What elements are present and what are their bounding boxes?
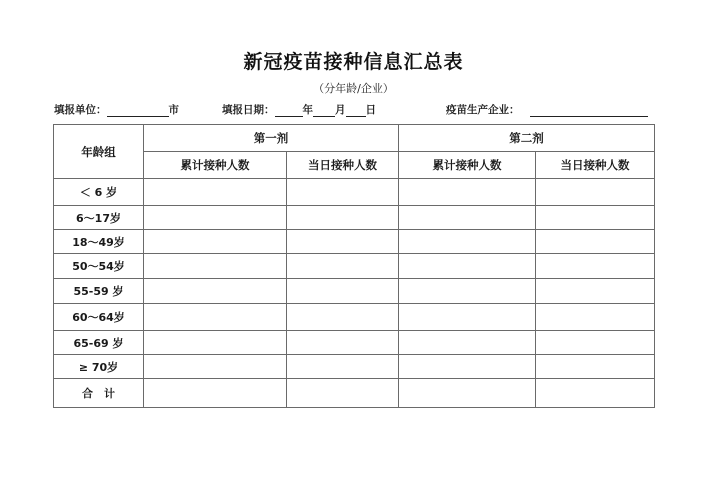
dose-1-daily-cell[interactable] — [287, 179, 399, 206]
dose-2-daily-total-cell[interactable] — [536, 379, 655, 408]
dose-1-daily-cell[interactable] — [287, 331, 399, 355]
month-suffix: 月 — [335, 104, 346, 116]
reporting-date-label: 填报日期： — [222, 104, 275, 116]
day-input[interactable] — [346, 104, 366, 117]
dose-2-cumulative-cell[interactable] — [399, 206, 536, 230]
age-group-cell: ＜ 6 岁 — [54, 179, 144, 206]
age-group-cell: 50～54岁 — [54, 254, 144, 279]
dose-2-daily-header: 当日接种人数 — [536, 152, 655, 179]
year-suffix: 年 — [302, 104, 313, 116]
dose-2-daily-cell[interactable] — [536, 179, 655, 206]
month-input[interactable] — [313, 104, 335, 117]
dose-2-cumulative-total-cell[interactable] — [399, 379, 536, 408]
year-input[interactable] — [275, 104, 303, 117]
dose-1-header: 第一剂 — [144, 125, 399, 152]
age-group-cell: 60～64岁 — [54, 304, 144, 331]
dose-1-daily-cell[interactable] — [287, 304, 399, 331]
reporting-unit-input[interactable] — [107, 104, 169, 117]
dose-1-cumulative-cell[interactable] — [144, 230, 287, 254]
dose-2-daily-cell[interactable] — [536, 206, 655, 230]
dose-2-daily-cell[interactable] — [536, 304, 655, 331]
day-suffix: 日 — [365, 104, 376, 116]
dose-2-daily-cell[interactable] — [536, 279, 655, 304]
table-row — [54, 179, 655, 206]
dose-1-cumulative-cell[interactable] — [144, 355, 287, 379]
manufacturer-label: 疫苗生产企业： — [446, 104, 520, 116]
table-row — [54, 304, 655, 331]
dose-1-daily-cell[interactable] — [287, 254, 399, 279]
manufacturer-input[interactable] — [530, 104, 648, 117]
dose-1-cumulative-cell[interactable] — [144, 331, 287, 355]
vaccination-summary-table — [53, 124, 655, 408]
dose-2-daily-cell[interactable] — [536, 331, 655, 355]
dose-1-cumulative-total-cell[interactable] — [144, 379, 287, 408]
age-group-cell: ≥ 70岁 — [54, 355, 144, 379]
dose-1-cumulative-cell[interactable] — [144, 206, 287, 230]
dose-1-cumulative-header: 累计接种人数 — [144, 152, 287, 179]
dose-2-cumulative-cell[interactable] — [399, 331, 536, 355]
dose-1-daily-cell[interactable] — [287, 355, 399, 379]
dose-1-cumulative-cell[interactable] — [144, 179, 287, 206]
table-row — [54, 355, 655, 379]
document-title: 新冠疫苗接种信息汇总表 — [243, 51, 464, 73]
table-row-total — [54, 379, 655, 408]
dose-2-cumulative-cell[interactable] — [399, 355, 536, 379]
age-group-cell: 6～17岁 — [54, 206, 144, 230]
table-row — [54, 230, 655, 254]
dose-1-cumulative-cell[interactable] — [144, 304, 287, 331]
age-group-cell: 18～49岁 — [54, 230, 144, 254]
table-row — [54, 254, 655, 279]
dose-1-daily-cell[interactable] — [287, 206, 399, 230]
reporting-date-field — [222, 102, 376, 117]
dose-2-cumulative-cell[interactable] — [399, 254, 536, 279]
manufacturer-field — [446, 102, 648, 117]
dose-1-daily-total-cell[interactable] — [287, 379, 399, 408]
dose-1-cumulative-cell[interactable] — [144, 254, 287, 279]
dose-2-daily-cell[interactable] — [536, 254, 655, 279]
dose-2-cumulative-cell[interactable] — [399, 179, 536, 206]
dose-2-cumulative-cell[interactable] — [399, 279, 536, 304]
dose-2-daily-cell[interactable] — [536, 355, 655, 379]
dose-2-cumulative-header: 累计接种人数 — [399, 152, 536, 179]
dose-1-daily-cell[interactable] — [287, 279, 399, 304]
dose-2-header: 第二剂 — [399, 125, 655, 152]
city-suffix: 市 — [168, 104, 179, 116]
dose-1-cumulative-cell[interactable] — [144, 279, 287, 304]
reporting-unit-label: 填报单位： — [54, 104, 107, 116]
age-group-cell: 65-69 岁 — [54, 331, 144, 355]
dose-1-daily-header: 当日接种人数 — [287, 152, 399, 179]
dose-2-cumulative-cell[interactable] — [399, 304, 536, 331]
total-label-cell: 合 计 — [54, 379, 144, 408]
table-row — [54, 206, 655, 230]
dose-1-daily-cell[interactable] — [287, 230, 399, 254]
dose-2-cumulative-cell[interactable] — [399, 230, 536, 254]
age-group-cell: 55-59 岁 — [54, 279, 144, 304]
reporting-unit-field — [54, 102, 179, 117]
document-subtitle: （分年龄/企业） — [313, 82, 394, 95]
dose-2-daily-cell[interactable] — [536, 230, 655, 254]
table-row — [54, 331, 655, 355]
age-group-header: 年龄组 — [54, 125, 144, 179]
table-row — [54, 279, 655, 304]
